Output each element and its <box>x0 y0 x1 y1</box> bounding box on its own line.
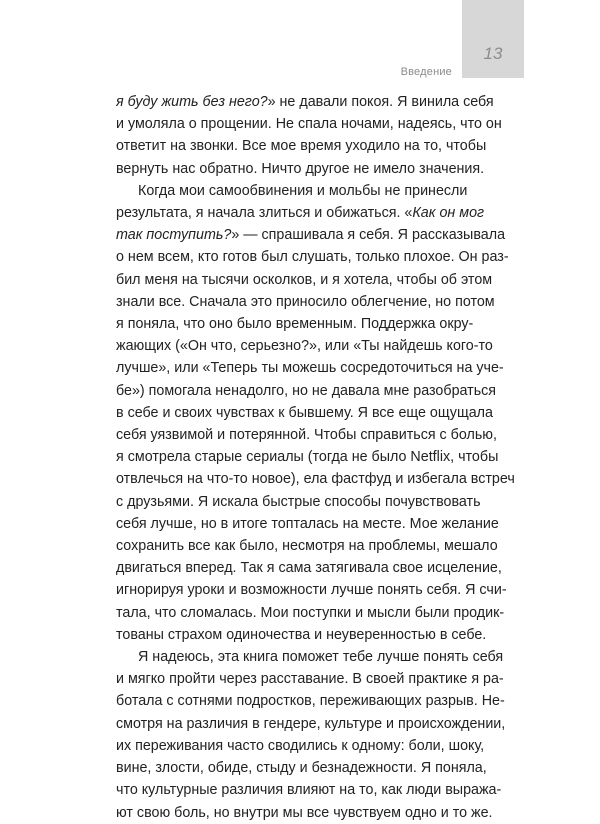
paragraph-2 <box>116 180 515 646</box>
paragraph-1 <box>116 91 502 180</box>
text-line: о нем всем, кто готов был слушать, только плохое. Он раз- <box>116 249 509 266</box>
text-line: их переживания часто сводились к одному: боли, шоку, <box>116 737 485 754</box>
text-line: ют свою боль, но внутри мы все чувствуем одно и то же. <box>116 804 493 821</box>
text-line: тала, что сломалась. Мои поступки и мысли были продик- <box>116 604 505 621</box>
text-line: и мягко пройти через расставание. В своей практике я ра- <box>116 671 504 688</box>
text-line: себя уязвимой и потерянной. Чтобы справиться с болью, <box>116 427 497 444</box>
text-line <box>116 202 485 224</box>
text-line: Я надеюсь, эта книга поможет тебе лучше понять себя <box>138 649 504 666</box>
text-line: ответит на звонки. Все мое время уходило на то, чтобы <box>116 138 487 155</box>
text-line: игнорируя уроки и возможности лучше понять себя. Я счи- <box>116 582 507 599</box>
text-line: и умоляла о прощении. Не спала ночами, надеясь, что он <box>116 116 502 133</box>
italic-quote: я буду жить без него? <box>116 94 268 110</box>
text-line: тованы страхом одиночества и неуверенностью в себе. <box>116 626 487 643</box>
text-line: Когда мои самообвинения и мольбы не принесли <box>138 182 468 199</box>
text-line: жающих («Он что, серьезно?», или «Ты найдешь кого-то <box>116 338 493 355</box>
running-head: Введение <box>400 66 452 78</box>
text-line: в себе и своих чувствах к бывшему. Я все еще ощущала <box>116 404 493 421</box>
text-fragment: » не давали покоя. Я винила себя <box>267 94 494 110</box>
text-line: вернуть нас обратно. Ничто другое не имело значения. <box>116 160 485 177</box>
text-line: себя лучше, но в итоге топталась на месте. Мое желание <box>116 515 499 532</box>
text-line: знали все. Сначала это приносило облегчение, но потом <box>116 293 495 310</box>
text-line: отвлечься на что-то новое), ела фастфуд и избегала встреч <box>116 471 515 488</box>
text-line: сохранить все как было, несмотря на проблемы, мешало <box>116 538 498 555</box>
text-line: двигаться вперед. Так я сама затягивала свое исцеление, <box>116 560 502 577</box>
text-line: вине, злости, обиде, стыду и безнадежности. Я поняла, <box>116 760 487 777</box>
text-line <box>116 91 494 113</box>
paragraph-3 <box>116 646 506 824</box>
text-line: смотря на различия в гендере, культуре и происхождении, <box>116 715 506 732</box>
text-line <box>116 224 506 246</box>
page-number: 13 <box>483 44 503 63</box>
text-line: я поняла, что оно было временным. Поддержка окру- <box>116 316 474 333</box>
body-text <box>116 91 515 824</box>
text-line: с друзьями. Я искала быстрые способы почувствовать <box>116 493 481 510</box>
text-line: лучше», или «Теперь ты можешь сосредоточиться на уче- <box>116 360 504 377</box>
text-fragment: результата, я начала злиться и обижаться. « <box>116 205 413 222</box>
text-line: бил меня на тысячи осколков, и я хотела, чтобы об этом <box>116 271 493 288</box>
italic-quote: так поступить? <box>116 227 232 244</box>
text-line: ботала с сотнями подростков, переживающих разрыв. Не- <box>116 693 505 710</box>
text-fragment: » — спрашивала я себя. Я рассказывала <box>231 227 506 244</box>
italic-quote: Как он мог <box>412 205 485 222</box>
page-number-tab <box>462 0 524 78</box>
text-line: я смотрела старые сериалы (тогда не было Netflix, чтобы <box>116 449 499 466</box>
text-line: что культурные различия влияют на то, как люди выража- <box>116 782 502 799</box>
text-line: бе») помогала ненадолго, но не давала мне разобраться <box>116 382 497 399</box>
